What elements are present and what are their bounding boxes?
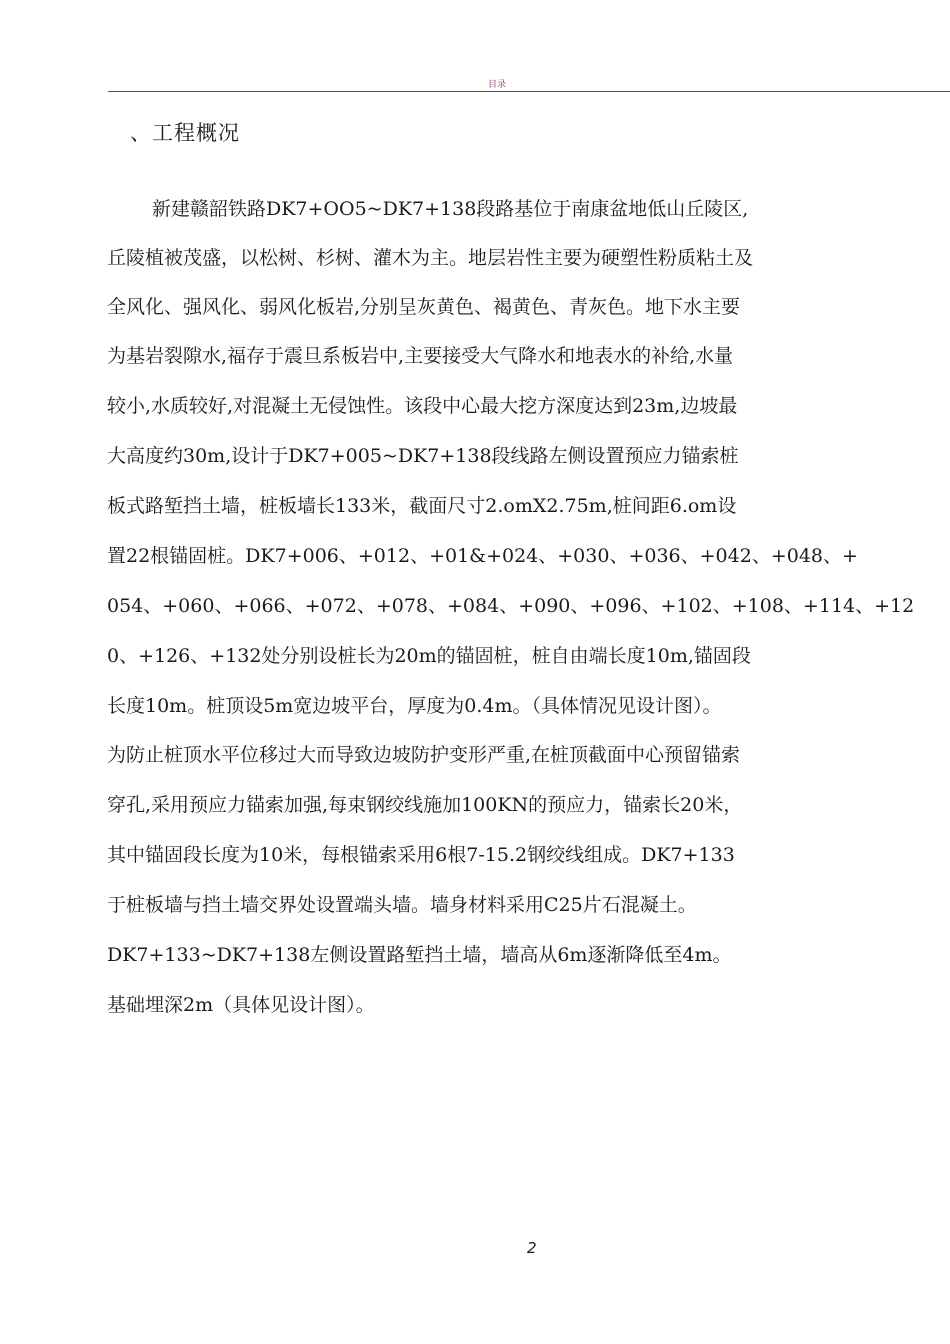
body-line: 基础埋深2m（具体见设计图）。 [107, 994, 375, 1016]
body-line: 054、+060、+066、+072、+078、+084、+090、+096、+102、+108、+114、+12 [107, 595, 915, 617]
body-line: 为基岩裂隙水,福存于震旦系板岩中,主要接受大气降水和地表水的补给,水量 [107, 345, 734, 367]
body-line: DK7+133~DK7+138左侧设置路堑挡土墙，墙高从6m逐渐降低至4m。 [107, 944, 732, 966]
page-number: 2 [527, 1239, 537, 1257]
header-link-toc[interactable]: 目录 [488, 80, 507, 90]
body-line: 其中锚固段长度为10米，每根锚索采用6根7-15.2钢绞线组成。DK7+133 [107, 844, 735, 866]
body-line: 穿孔,采用预应力锚索加强,每束钢绞线施加100KN的预应力，锚索长20米， [107, 794, 743, 816]
body-line: 新建赣韶铁路DK7+OO5~DK7+138段路基位于南康盆地低山丘陵区, [152, 198, 749, 220]
body-line: 大高度约30m,设计于DK7+005~DK7+138段线路左侧设置预应力锚索桩 [107, 445, 739, 467]
body-line: 全风化、强风化、弱风化板岩,分别呈灰黄色、褐黄色、青灰色。地下水主要 [107, 296, 741, 318]
body-line: 丘陵植被茂盛，以松树、杉树、灌木为主。地层岩性主要为硬塑性粉质粘土及 [107, 247, 754, 269]
body-line: 于桩板墙与挡土墙交界处设置端头墙。墙身材料采用C25片石混凝土。 [107, 894, 697, 916]
body-line: 较小,水质较好,对混凝土无侵蚀性。该段中心最大挖方深度达到23m,边坡最 [107, 395, 738, 417]
body-line: 0、+126、+132处分别设桩长为20m的锚固桩，桩自由端长度10m,锚固段 [107, 645, 751, 667]
body-line: 长度10m。桩顶设5m宽边坡平台，厚度为0.4m。（具体情况见设计图）。 [107, 695, 722, 717]
header-rule [108, 78, 950, 92]
body-line: 板式路堑挡土墙，桩板墙长133米，截面尺寸2.omX2.75m,桩间距6.om设 [107, 495, 737, 517]
body-line: 为防止桩顶水平位移过大而导致边坡防护变形严重,在桩顶截面中心预留锚索 [107, 744, 741, 766]
body-line: 置22根锚固桩。DK7+006、+012、+01&+024、+030、+036、+042、+048、+ [107, 545, 858, 567]
section-heading: 、工程概况 [130, 121, 240, 145]
